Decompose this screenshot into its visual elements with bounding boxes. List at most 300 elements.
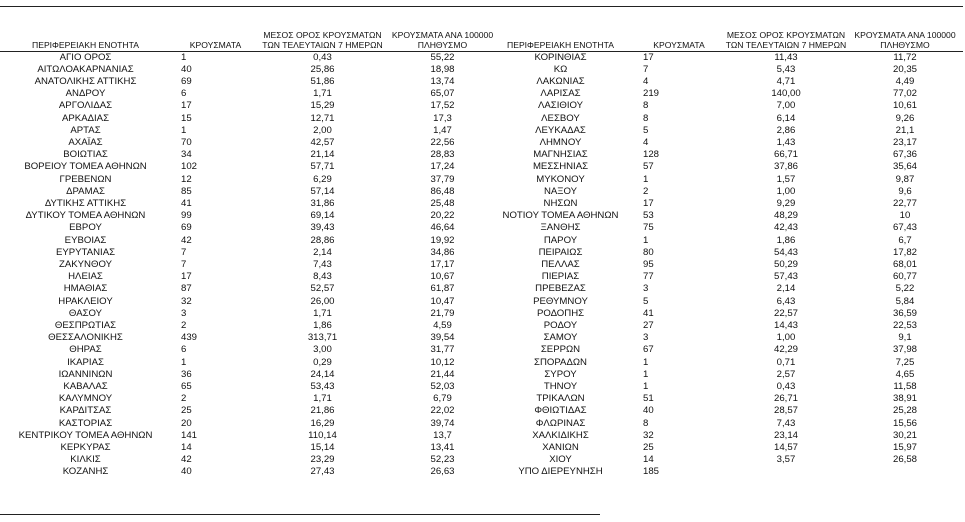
table-row (488, 149, 963, 161)
avg7-cell: 140,00 (771, 88, 801, 100)
region-cell: ΚΕΝΤΡΙΚΟΥ ΤΟΜΕΑ ΑΘΗΝΩΝ (18, 429, 153, 441)
table-row (488, 235, 963, 247)
table-row (0, 88, 500, 100)
table-row (488, 88, 963, 100)
cases-cell: 87 (181, 283, 192, 295)
cases-cell: 8 (643, 417, 649, 429)
per100k-cell: 15,97 (892, 442, 917, 453)
region-cell: ΑΡΤΑΣ (70, 124, 101, 136)
table-row (0, 369, 500, 381)
avg7-cell: 7,00 (776, 100, 796, 112)
avg7-cell: 23,29 (310, 454, 335, 466)
per100k-cell: 26,63 (430, 466, 455, 478)
table-row (488, 357, 963, 369)
table-row (488, 369, 963, 381)
cases-cell: 219 (643, 88, 660, 100)
region-cell: ΠΡΕΒΕΖΑΣ (535, 283, 586, 295)
per100k-cell: 22,53 (892, 319, 917, 331)
table-row (488, 296, 963, 308)
per100k-cell: 21,79 (430, 307, 455, 319)
region-cell: ΚΑΛΥΜΝΟΥ (58, 393, 113, 405)
region-cell: ΛΑΚΩΝΙΑΣ (536, 75, 585, 87)
region-cell: ΦΘΙΩΤΙΔΑΣ (534, 405, 587, 417)
left-table-body (0, 51, 500, 479)
cases-cell: 70 (181, 136, 192, 148)
avg7-cell: 23,14 (773, 429, 798, 441)
avg7-cell: 1,00 (776, 185, 796, 197)
per100k-cell: 68,01 (892, 258, 917, 270)
table-row (488, 113, 963, 125)
table-row (0, 76, 500, 88)
per100k-cell: 39,54 (430, 332, 455, 344)
table-row (0, 174, 500, 186)
region-cell: ΛΕΥΚΑΔΑΣ (535, 124, 586, 136)
cases-cell: 51 (643, 393, 654, 405)
avg7-cell: 28,86 (310, 234, 335, 246)
per100k-cell: 10,12 (430, 356, 455, 368)
table-row (0, 247, 500, 259)
region-cell: ΥΠΟ ΔΙΕΡΕΥΝΗΣΗ (518, 466, 603, 478)
per100k-cell: 10,67 (430, 271, 455, 283)
cases-cell: 1 (181, 124, 187, 136)
table-row (0, 186, 500, 198)
avg7-cell: 57,43 (773, 271, 798, 283)
per100k-cell: 17,17 (430, 258, 455, 270)
region-cell: ΗΡΑΚΛΕΙΟΥ (58, 295, 113, 307)
region-cell: ΒΟΙΩΤΙΑΣ (63, 149, 108, 161)
avg7-cell: 26,00 (310, 295, 335, 307)
table-row (0, 137, 500, 149)
per100k-cell: 23,17 (892, 136, 917, 148)
header-cases: ΚΡΟΥΣΜΑΤΑ (171, 6, 260, 51)
per100k-cell: 17,82 (892, 246, 917, 258)
avg7-cell: 42,29 (773, 344, 798, 356)
region-cell: ΚΙΛΚΙΣ (70, 454, 101, 466)
cases-cell: 67 (643, 344, 654, 356)
cases-cell: 6 (181, 88, 187, 100)
table-row (488, 51, 963, 64)
cases-cell: 1 (643, 356, 649, 368)
table-row (0, 113, 500, 125)
table-row (488, 283, 963, 295)
cases-cell: 7 (181, 246, 187, 258)
cases-cell: 102 (181, 161, 198, 173)
table-row (488, 222, 963, 234)
region-cell: ΓΡΕΒΕΝΩΝ (59, 173, 112, 185)
avg7-cell: 57,71 (310, 161, 335, 173)
region-cell: ΧΙΟΥ (549, 454, 572, 466)
per100k-cell: 17,3 (433, 112, 452, 124)
per100k-cell: 10,47 (430, 295, 455, 307)
per100k-cell: 20,35 (892, 63, 917, 75)
per100k-cell: 61,87 (430, 283, 455, 295)
region-cell: ΙΚΑΡΙΑΣ (67, 356, 104, 368)
avg7-cell: 2,14 (313, 246, 332, 258)
per100k-cell: 22,77 (892, 197, 917, 209)
region-cell: ΛΑΡΙΣΑΣ (540, 88, 581, 100)
region-cell: ΤΡΙΚΑΛΩΝ (536, 393, 585, 405)
table-row (488, 64, 963, 76)
avg7-cell: 39,43 (310, 222, 335, 234)
per100k-cell: 11,72 (893, 51, 917, 63)
cases-cell: 65 (181, 380, 192, 392)
avg7-cell: 1,86 (776, 234, 796, 246)
table-row (488, 466, 963, 478)
region-cell: ΑΧΑΪΑΣ (68, 136, 103, 148)
region-cell: ΧΑΛΚΙΔΙΚΗΣ (532, 429, 589, 441)
cases-cell: 7 (181, 258, 187, 270)
table-row (0, 430, 500, 442)
region-cell: ΠΕΙΡΑΙΩΣ (538, 246, 583, 258)
avg7-cell: 52,57 (310, 283, 335, 295)
region-cell: ΣΥΡΟΥ (544, 368, 577, 380)
region-cell: ΣΑΜΟΥ (543, 332, 578, 344)
avg7-cell: 53,43 (310, 380, 335, 392)
cases-cell: 1 (643, 368, 649, 380)
per100k-cell: 10 (899, 210, 911, 222)
table-row (488, 442, 963, 454)
avg7-cell: 28,57 (773, 405, 798, 417)
table-row (0, 259, 500, 271)
per100k-cell: 35,64 (892, 161, 917, 173)
table-row (488, 76, 963, 88)
avg7-cell: 50,29 (773, 258, 798, 270)
cases-cell: 42 (181, 234, 192, 246)
per100k-cell: 25,48 (430, 197, 455, 209)
region-cell: ΕΥΡΥΤΑΝΙΑΣ (55, 246, 116, 258)
avg7-cell: 4,71 (776, 75, 796, 87)
region-cell: ΑΡΚΑΔΙΑΣ (62, 112, 109, 124)
per100k-cell: 13,41 (430, 442, 455, 453)
cases-cell: 4 (643, 136, 649, 148)
region-cell: ΚΩ (553, 63, 568, 75)
avg7-cell: 1,71 (313, 88, 332, 100)
region-cell: ΦΛΩΡΙΝΑΣ (535, 417, 586, 429)
avg7-cell: 37,86 (773, 161, 798, 173)
per100k-cell: 67,43 (892, 222, 917, 234)
cases-cell: 40 (181, 63, 192, 75)
avg7-cell: 0,43 (776, 380, 796, 392)
per100k-cell: 20,22 (430, 210, 455, 222)
table-row (488, 174, 963, 186)
region-cell: ΘΗΡΑΣ (69, 344, 102, 356)
region-cell: ΔΥΤΙΚΗΣ ΑΤΤΙΚΗΣ (44, 197, 127, 209)
table-row (488, 100, 963, 112)
region-cell: ΝΟΤΙΟΥ ΤΟΜΕΑ ΑΘΗΝΩΝ (502, 210, 619, 222)
avg7-cell: 1,71 (313, 393, 332, 405)
header-per100k: ΚΡΟΥΣΜΑΤΑ ΑΝΑ 100000 ΠΛΗΘΥΣΜΟ (385, 6, 500, 51)
avg7-cell: 6,14 (776, 112, 796, 124)
table-row (0, 283, 500, 295)
per100k-cell: 77,02 (892, 88, 917, 100)
right-table-body (488, 51, 963, 479)
avg7-cell: 15,29 (310, 100, 335, 112)
per100k-cell: 9,26 (895, 112, 915, 124)
cases-cell: 2 (181, 319, 187, 331)
cases-cell: 27 (643, 319, 654, 331)
per100k-cell: 9,87 (895, 173, 915, 185)
region-cell: ΔΥΤΙΚΟΥ ΤΟΜΕΑ ΑΘΗΝΩΝ (25, 210, 146, 222)
cases-cell: 3 (181, 307, 187, 319)
avg7-cell: 1,71 (313, 307, 332, 319)
cases-cell: 42 (181, 454, 192, 466)
per100k-cell: 9,6 (898, 185, 912, 197)
cases-cell: 141 (181, 429, 198, 441)
region-cell: ΕΒΡΟΥ (69, 222, 102, 234)
per100k-cell: 37,98 (892, 344, 917, 356)
avg7-cell: 21,14 (310, 149, 335, 161)
region-cell: ΚΑΒΑΛΑΣ (63, 380, 108, 392)
avg7-cell: 25,86 (310, 63, 335, 75)
avg7-cell: 27,43 (310, 466, 335, 478)
avg7-cell (725, 466, 847, 478)
cases-cell: 53 (643, 210, 654, 222)
cases-cell: 17 (643, 197, 654, 209)
cases-cell: 4 (643, 75, 649, 87)
table-row (488, 186, 963, 198)
table-row (488, 308, 963, 320)
cases-cell: 77 (643, 271, 654, 283)
cases-cell: 57 (643, 161, 654, 173)
region-cell: ΞΑΝΘΗΣ (540, 222, 581, 234)
avg7-cell: 14,57 (773, 442, 798, 453)
avg7-cell: 3,00 (313, 344, 332, 356)
per100k-cell: 38,91 (892, 393, 917, 405)
header-row-right (488, 6, 963, 51)
cases-cell: 2 (181, 393, 187, 405)
cases-cell: 8 (643, 112, 649, 124)
cases-cell: 25 (643, 442, 654, 453)
avg7-cell: 12,71 (310, 112, 335, 124)
cases-cell: 41 (643, 307, 654, 319)
per100k-cell: 52,03 (430, 380, 455, 392)
cases-cell: 20 (181, 417, 192, 429)
region-cell: ΑΙΤΩΛΟΑΚΑΡΝΑΝΙΑΣ (37, 63, 134, 75)
per100k-cell: 39,74 (430, 417, 455, 429)
avg7-cell: 2,57 (776, 368, 796, 380)
table-row (488, 125, 963, 137)
per100k-cell: 26,58 (892, 454, 917, 466)
table-row (0, 100, 500, 112)
cases-cell: 40 (643, 405, 654, 417)
region-cell: ΚΟΡΙΝΘΙΑΣ (534, 51, 587, 63)
table-row (488, 454, 963, 466)
avg7-cell: 54,43 (773, 246, 798, 258)
table-row (488, 418, 963, 430)
cases-cell: 41 (181, 197, 192, 209)
region-cell: ΖΑΚΥΝΘΟΥ (59, 258, 112, 270)
region-cell: ΣΕΡΡΩΝ (540, 344, 581, 356)
avg7-cell: 57,14 (310, 185, 335, 197)
per100k-cell: 19,92 (430, 234, 455, 246)
header-per100k: ΚΡΟΥΣΜΑΤΑ ΑΝΑ 100000 ΠΛΗΘΥΣΜΟ (847, 6, 963, 51)
cases-cell: 3 (643, 332, 649, 344)
per100k-cell: 52,23 (430, 454, 455, 466)
avg7-cell: 6,43 (776, 295, 796, 307)
bottom-rule (0, 514, 600, 515)
region-cell: ΑΝΑΤΟΛΙΚΗΣ ΑΤΤΙΚΗΣ (34, 75, 137, 87)
cases-cell: 14 (643, 454, 654, 466)
avg7-cell: 313,71 (307, 332, 338, 344)
avg7-cell: 21,86 (310, 405, 335, 417)
header-region: ΠΕΡΙΦΕΡΕΙΑΚΗ ΕΝΟΤΗΤΑ (0, 6, 171, 51)
avg7-cell: 110,14 (308, 429, 337, 441)
avg7-cell: 24,14 (310, 368, 335, 380)
per100k-cell: 65,07 (430, 88, 455, 100)
region-cell: ΚΑΣΤΟΡΙΑΣ (58, 417, 113, 429)
cases-cell: 85 (181, 185, 192, 197)
table-row (0, 357, 500, 369)
per100k-cell: 21,1 (895, 124, 915, 136)
table-row (0, 125, 500, 137)
table-row (0, 308, 500, 320)
avg7-cell: 2,00 (313, 124, 332, 136)
cases-cell: 5 (643, 124, 649, 136)
table-row (488, 381, 963, 393)
per100k-cell: 13,7 (433, 429, 452, 441)
region-cell: ΜΑΓΝΗΣΙΑΣ (533, 149, 588, 161)
region-cell: ΡΟΔΟΥ (543, 319, 578, 331)
cases-cell: 185 (643, 466, 660, 478)
table-row (0, 332, 500, 344)
cases-cell: 1 (643, 173, 649, 185)
region-cell: ΚΑΡΔΙΤΣΑΣ (59, 405, 112, 417)
table-row (0, 271, 500, 283)
region-cell: ΒΟΡΕΙΟΥ ΤΟΜΕΑ ΑΘΗΝΩΝ (24, 161, 147, 173)
cases-cell: 95 (643, 258, 654, 270)
per100k-cell: 10,61 (892, 100, 917, 112)
avg7-cell: 3,57 (776, 454, 796, 466)
region-cell: ΡΕΘΥΜΝΟΥ (533, 295, 588, 307)
avg7-cell: 7,43 (313, 258, 332, 270)
avg7-cell: 51,86 (310, 75, 335, 87)
avg7-cell: 16,29 (310, 417, 335, 429)
region-cell: ΑΓΙΟ ΟΡΟΣ (59, 51, 112, 63)
region-cell: ΔΡΑΜΑΣ (66, 185, 105, 197)
cases-cell: 32 (181, 295, 192, 307)
cases-cell: 17 (181, 271, 192, 283)
avg7-cell: 2,86 (776, 124, 796, 136)
per100k-cell: 37,79 (430, 173, 455, 185)
region-cell: ΘΑΣΟΥ (68, 307, 103, 319)
table-row (0, 454, 500, 466)
per100k-cell: 11,58 (893, 380, 917, 392)
avg7-cell: 9,29 (776, 197, 796, 209)
per100k-cell: 18,98 (430, 63, 455, 75)
region-cell: ΑΡΓΟΛΙΔΑΣ (58, 100, 113, 112)
cases-cell: 14 (181, 442, 192, 453)
header-avg7: ΜΕΣΟΣ ΟΡΟΣ ΚΡΟΥΣΜΑΤΩΝ ΤΩΝ ΤΕΛΕΥΤΑΙΩΝ 7 ΗΜΕΡΩΝ (725, 6, 847, 51)
avg7-cell: 2,14 (776, 283, 796, 295)
table-row (488, 161, 963, 173)
per100k-cell: 17,52 (430, 100, 455, 112)
region-cell: ΘΕΣΠΡΩΤΙΑΣ (54, 319, 117, 331)
table-row (0, 161, 500, 173)
table-row (0, 210, 500, 222)
left-table (0, 6, 500, 479)
region-cell: ΛΑΣΙΘΙΟΥ (537, 100, 584, 112)
cases-cell: 34 (181, 149, 192, 161)
per100k-cell: 46,64 (430, 222, 455, 234)
table-row (0, 442, 500, 454)
cases-cell: 12 (181, 173, 192, 185)
avg7-cell: 22,57 (773, 307, 798, 319)
region-cell: ΜΥΚΟΝΟΥ (536, 173, 585, 185)
table-row (0, 405, 500, 417)
table-row (0, 296, 500, 308)
table-row (488, 210, 963, 222)
avg7-cell: 42,57 (310, 136, 335, 148)
region-cell: ΗΛΕΙΑΣ (68, 271, 103, 283)
per100k-cell: 67,36 (892, 149, 917, 161)
table-row (488, 137, 963, 149)
region-cell: ΤΗΝΟΥ (543, 380, 578, 392)
table-row (0, 381, 500, 393)
table-row (488, 393, 963, 405)
avg7-cell: 7,43 (776, 417, 796, 429)
avg7-cell: 48,29 (773, 210, 798, 222)
table-row (0, 344, 500, 356)
cases-cell: 25 (181, 405, 192, 417)
region-cell: ΝΑΞΟΥ (543, 185, 578, 197)
avg7-cell: 0,29 (313, 356, 332, 368)
avg7-cell: 15,14 (310, 442, 335, 453)
header-row-left (0, 6, 500, 51)
table-row (488, 332, 963, 344)
cases-cell: 80 (643, 246, 654, 258)
per100k-cell: 28,83 (430, 149, 455, 161)
table-row (0, 222, 500, 234)
per100k-cell: 86,48 (430, 185, 455, 197)
table-row (488, 271, 963, 283)
table-row (0, 51, 500, 64)
per100k-cell: 1,47 (433, 124, 452, 136)
per100k-cell: 15,56 (892, 417, 917, 429)
avg7-cell: 0,71 (776, 356, 796, 368)
avg7-cell: 5,43 (776, 63, 796, 75)
per100k-cell: 6,79 (433, 393, 452, 405)
per100k-cell: 60,77 (892, 271, 917, 283)
region-cell: ΧΑΝΙΩΝ (542, 442, 579, 453)
cases-cell: 1 (181, 356, 187, 368)
cases-cell: 99 (181, 210, 192, 222)
table-row (0, 418, 500, 430)
per100k-cell: 9,1 (898, 332, 912, 344)
per100k-cell: 30,21 (892, 429, 917, 441)
table-row (0, 393, 500, 405)
avg7-cell: 42,43 (773, 222, 798, 234)
region-cell: ΛΕΣΒΟΥ (541, 112, 580, 124)
cases-cell: 75 (643, 222, 654, 234)
avg7-cell: 14,43 (773, 319, 798, 331)
per100k-cell: 7,25 (895, 356, 915, 368)
per100k-cell: 5,22 (895, 283, 915, 295)
region-cell: ΝΗΣΩΝ (543, 197, 578, 209)
table-row (488, 320, 963, 332)
per100k-cell: 6,7 (898, 234, 912, 246)
header-cases: ΚΡΟΥΣΜΑΤΑ (633, 6, 725, 51)
per100k-cell: 21,44 (430, 368, 455, 380)
region-cell: ΘΕΣΣΑΛΟΝΙΚΗΣ (48, 332, 123, 344)
per100k-cell: 36,59 (892, 307, 917, 319)
avg7-cell: 11,43 (774, 51, 798, 63)
right-table (488, 6, 963, 479)
cases-cell: 439 (181, 332, 198, 344)
cases-cell: 128 (643, 149, 660, 161)
per100k-cell: 34,86 (430, 246, 455, 258)
per100k-cell: 4,59 (433, 319, 452, 331)
region-cell: ΠΑΡΟΥ (543, 234, 578, 246)
